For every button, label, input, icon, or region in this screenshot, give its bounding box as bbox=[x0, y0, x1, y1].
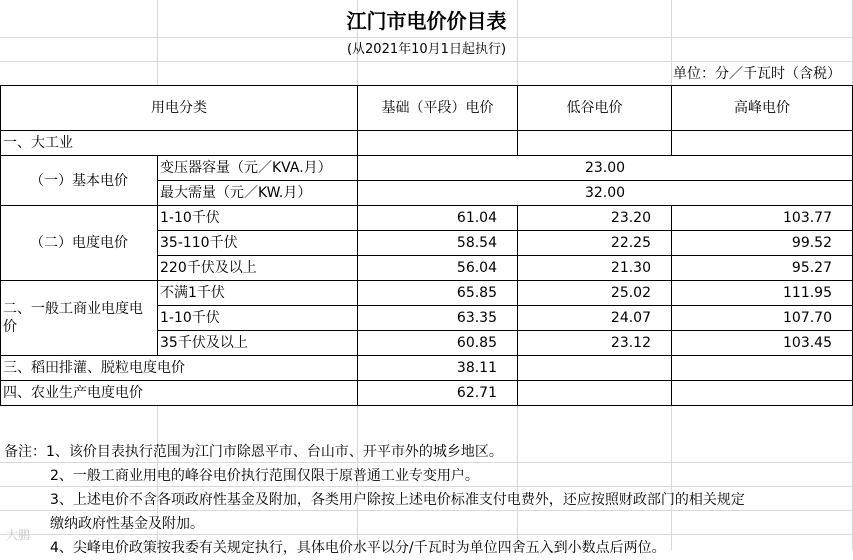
gridline bbox=[0, 61, 853, 62]
general-base[interactable]: 65.85 bbox=[358, 281, 518, 306]
note-4: 4、尖峰电价政策按我委有关规定执行，具体电价水平以分/千瓦时为单位四舍五入到小数点后两位。 bbox=[50, 540, 666, 556]
table-row bbox=[1, 356, 853, 381]
general-base[interactable]: 60.85 bbox=[358, 331, 518, 356]
cell[interactable] bbox=[672, 131, 853, 156]
price-table bbox=[0, 85, 853, 406]
row-large-industry[interactable]: 一、大工业 bbox=[1, 131, 358, 156]
general-valley[interactable]: 23.12 bbox=[518, 331, 672, 356]
general-base[interactable]: 63.35 bbox=[358, 306, 518, 331]
general-valley[interactable]: 24.07 bbox=[518, 306, 672, 331]
table-row bbox=[1, 381, 853, 406]
agriculture-value[interactable]: 62.71 bbox=[358, 381, 518, 406]
energy-label[interactable]: 220千伏及以上 bbox=[158, 256, 358, 281]
irrigation-value[interactable]: 38.11 bbox=[358, 356, 518, 381]
table-row bbox=[1, 206, 853, 231]
header-category[interactable]: 用电分类 bbox=[1, 86, 358, 131]
cell[interactable] bbox=[672, 381, 853, 406]
table-row bbox=[1, 281, 853, 306]
cell[interactable] bbox=[518, 131, 672, 156]
header-valley-price[interactable]: 低谷电价 bbox=[518, 86, 672, 131]
energy-base[interactable]: 58.54 bbox=[358, 231, 518, 256]
row-energy-price[interactable]: （二）电度电价 bbox=[1, 206, 158, 281]
energy-valley[interactable]: 21.30 bbox=[518, 256, 672, 281]
row-irrigation[interactable]: 三、稻田排灌、脱粒电度电价 bbox=[1, 356, 358, 381]
energy-valley[interactable]: 22.25 bbox=[518, 231, 672, 256]
gridline bbox=[0, 37, 853, 38]
energy-base[interactable]: 56.04 bbox=[358, 256, 518, 281]
note-3: 3、上述电价不含各项政府性基金及附加，各类用户除按上述电价标准支付电费外，还应按照财政部门的相关规定 bbox=[50, 492, 745, 508]
energy-base[interactable]: 61.04 bbox=[358, 206, 518, 231]
row-basic-price[interactable]: （一）基本电价 bbox=[1, 156, 158, 206]
cell[interactable] bbox=[358, 131, 518, 156]
unit-label: 单位：分／千瓦时（含税） bbox=[673, 66, 841, 82]
note-1: 备注：1、该价目表执行范围为江门市除恩平市、台山市、开平市外的城乡地区。 bbox=[4, 444, 503, 460]
general-valley[interactable]: 25.02 bbox=[518, 281, 672, 306]
general-peak[interactable]: 107.70 bbox=[672, 306, 853, 331]
general-label[interactable]: 1-10千伏 bbox=[158, 306, 358, 331]
row-transformer-capacity[interactable]: 变压器容量（元／KVA.月） bbox=[158, 156, 358, 181]
table-header-row bbox=[1, 86, 853, 131]
energy-label[interactable]: 1-10千伏 bbox=[158, 206, 358, 231]
table-row bbox=[1, 131, 853, 156]
header-peak-price[interactable]: 高峰电价 bbox=[672, 86, 853, 131]
general-label[interactable]: 35千伏及以上 bbox=[158, 331, 358, 356]
notes-section bbox=[4, 440, 849, 560]
general-peak[interactable]: 111.95 bbox=[672, 281, 853, 306]
table-row bbox=[1, 156, 853, 181]
transformer-capacity-value[interactable]: 23.00 bbox=[358, 156, 853, 181]
page-subtitle: (从2021年10月1日起执行) bbox=[346, 42, 507, 57]
note-2: 2、一般工商业用电的峰谷电价执行范围仅限于原普通工业专变用户。 bbox=[50, 468, 479, 484]
header-base-price[interactable]: 基础（平段）电价 bbox=[358, 86, 518, 131]
energy-peak[interactable]: 95.27 bbox=[672, 256, 853, 281]
energy-valley[interactable]: 23.20 bbox=[518, 206, 672, 231]
note-3-continued: 缴纳政府性基金及附加。 bbox=[50, 516, 204, 532]
energy-label[interactable]: 35-110千伏 bbox=[158, 231, 358, 256]
cell[interactable] bbox=[672, 356, 853, 381]
cell[interactable] bbox=[518, 381, 672, 406]
general-peak[interactable]: 103.45 bbox=[672, 331, 853, 356]
energy-peak[interactable]: 99.52 bbox=[672, 231, 853, 256]
energy-peak[interactable]: 103.77 bbox=[672, 206, 853, 231]
page-title: 江门市电价价目表 bbox=[346, 9, 507, 33]
row-general-commercial[interactable]: 二、一般工商业电度电价 bbox=[1, 281, 158, 356]
max-demand-value[interactable]: 32.00 bbox=[358, 181, 853, 206]
cell[interactable] bbox=[518, 356, 672, 381]
watermark-logo: 大鹏 bbox=[6, 528, 31, 542]
row-agriculture[interactable]: 四、农业生产电度电价 bbox=[1, 381, 358, 406]
row-max-demand[interactable]: 最大需量（元／KW.月） bbox=[158, 181, 358, 206]
general-label[interactable]: 不满1千伏 bbox=[158, 281, 358, 306]
